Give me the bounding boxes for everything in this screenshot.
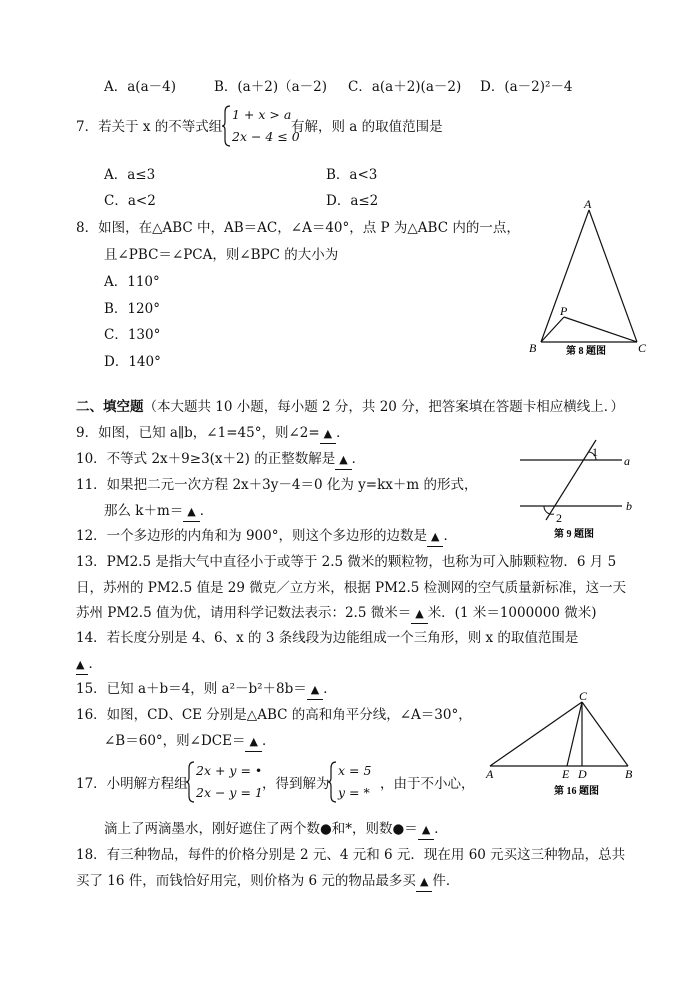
q13-answer-blank[interactable]: [411, 604, 427, 624]
q9-figure: [512, 438, 642, 542]
q18-text: 买了 16 件，而钱恰好用完，则价格为 6 元的物品最多买: [76, 873, 416, 889]
q10-blank-mark: ▲: [339, 453, 348, 466]
q16-caption: 第 16 题图: [554, 786, 599, 797]
q17-stem-mid: ，得到解为: [262, 776, 330, 792]
q6-option-b: B．(a＋2)（a－2): [214, 79, 327, 95]
q12-line: [76, 527, 457, 547]
q7-stem-end: 有解，则 a 的取值范围是: [291, 119, 443, 135]
q8-caption: 第 8 题图: [566, 346, 606, 357]
q13-end: 米．(1 米＝1000000 微米): [427, 605, 597, 621]
q18-end: 件．: [432, 873, 460, 889]
q8-line2: 且∠PBC＝∠PCA，则∠BPC 的大小为: [104, 247, 339, 263]
q10-end: ．: [351, 451, 366, 467]
q16-label-e: E: [562, 767, 570, 781]
q9-line: [76, 424, 350, 444]
q16-line1: 16．如图，CD、CE 分别是△ABC 的高和角平分线，∠A＝30°，: [76, 707, 472, 723]
q17-equation-2: 2x − y = 1: [196, 785, 263, 800]
q16-label-c: C: [579, 689, 588, 703]
q16-label-d: D: [578, 767, 587, 781]
q16-text: ∠B＝60°，则∠DCE＝: [104, 733, 246, 749]
q13-line2: 日，苏州的 PM2.5 值是 29 微克／立方米，根据 PM2.5 检测网的空气质量新标准，这一天: [76, 580, 627, 596]
q18-answer-blank[interactable]: [416, 872, 432, 892]
q16-blank-mark: ▲: [249, 735, 258, 748]
q9-label-1: 1: [592, 445, 598, 459]
q17-blank-mark: ▲: [421, 823, 431, 836]
q9-end: ．: [336, 425, 350, 441]
q16-answer-blank[interactable]: [245, 732, 261, 752]
q6-option-a: A．a(a－4): [104, 79, 176, 95]
q16-line2: [104, 732, 275, 752]
q17-text: 滴上了两滴墨水，刚好遮住了两个数●和*，则数●＝: [104, 821, 418, 837]
q6-option-c: C．a(a＋2)(a－2): [348, 79, 462, 95]
q13-text: 苏州 PM2.5 值为优，请用科学记数法表示：2.5 微米＝: [76, 605, 412, 621]
q14-answer-blank[interactable]: [76, 655, 88, 675]
q10-line: [76, 450, 365, 470]
q15-text: 15．已知 a＋b＝4，则 a²－b²＋8b＝: [76, 681, 307, 697]
q8-label-a: A: [584, 197, 592, 211]
q7-inequality-1: 1 + x > a: [232, 107, 292, 122]
q11-answer-blank[interactable]: [183, 502, 199, 522]
q18-line2: [76, 872, 459, 892]
q7-stem: 7．若关于 x 的不等式组: [76, 119, 223, 135]
q7-option-d: D．a≤2: [326, 193, 379, 209]
q17-brace-2: [328, 760, 338, 804]
q15-line: [76, 680, 337, 700]
q17-solution-2: y = *: [338, 785, 370, 800]
q10-answer-blank[interactable]: [335, 450, 351, 470]
q15-end: ．: [323, 681, 337, 697]
q14-line1: 14．若长度分别是 4、6、x 的 3 条线段为边能组成一个三角形，则 x 的取值范围是: [76, 630, 579, 646]
q9-label-a: a: [624, 454, 630, 468]
q7-brace: [222, 104, 232, 148]
q14-blank-mark: ▲: [76, 658, 85, 671]
q9-label-b: b: [626, 499, 632, 513]
q8-figure: [520, 196, 660, 366]
q11-end: ．: [199, 503, 214, 519]
q15-answer-blank[interactable]: [307, 680, 323, 700]
q17-line2: [104, 820, 448, 840]
q17-brace-1: [186, 760, 196, 804]
q17-stem: 17．小明解方程组: [76, 776, 188, 792]
q9-caption: 第 9 题图: [554, 529, 594, 540]
q12-blank-mark: ▲: [431, 530, 440, 543]
q7-option-c: C．a<2: [104, 193, 156, 209]
q14-end: ．: [88, 656, 102, 672]
q18-blank-mark: ▲: [419, 875, 429, 888]
q9-answer-blank[interactable]: [320, 424, 336, 444]
q9-text: 9．如图，已知 a∥b，∠1=45°，则∠2=: [76, 425, 320, 441]
q8-option-b: B．120°: [104, 301, 160, 317]
q16-label-b: B: [625, 767, 633, 781]
q10-text: 10．不等式 2x＋9≥3(x＋2) 的正整数解是: [76, 451, 336, 467]
q17-equation-1: 2x + y = •: [196, 763, 263, 778]
q14-line2: [76, 655, 102, 675]
section2-note: （本大题共 10 小题，每小题 2 分，共 20 分，把答案填在答题卡相应横线上．）: [143, 399, 624, 415]
q8-label-p: P: [560, 304, 568, 318]
q11-text: 那么 k＋m＝: [104, 503, 184, 519]
q8-label-b: B: [529, 341, 537, 355]
q7-option-a: A．a≤3: [104, 167, 156, 183]
section2-heading: [76, 398, 624, 416]
q11-blank-mark: ▲: [187, 505, 196, 518]
q17-stem-end: ，由于不小心，: [380, 776, 475, 792]
q8-option-c: C．130°: [104, 327, 161, 343]
q17-answer-blank[interactable]: [418, 820, 434, 840]
q11-line2: [104, 502, 213, 522]
q8-line1: 8．如图，在△ABC 中，AB＝AC，∠A＝40°，点 P 为△ABC 内的一点，: [76, 220, 520, 236]
q7-inequality-2: 2x − 4 ≤ 0: [232, 129, 300, 144]
q8-option-d: D．140°: [104, 354, 161, 370]
q16-end: ．: [261, 733, 276, 749]
q12-answer-blank[interactable]: [427, 527, 443, 547]
q17-end: ．: [434, 821, 448, 837]
q9-label-2: 2: [556, 511, 562, 525]
q13-blank-mark: ▲: [415, 607, 424, 620]
section2-title: 二、填空题: [76, 399, 144, 415]
q13-line3: [76, 604, 597, 624]
q15-blank-mark: ▲: [310, 683, 320, 696]
q17-solution-1: x = 5: [338, 763, 372, 778]
q12-end: ．: [443, 528, 457, 544]
q16-label-a: A: [486, 767, 494, 781]
q7-option-b: B．a<3: [326, 167, 378, 183]
q13-line1: 13．PM2.5 是指大气中直径小于或等于 2.5 微米的颗粒物，也称为可入肺颗粒物．6 月 5: [76, 554, 617, 570]
q8-label-c: C: [638, 341, 647, 355]
q12-text: 12．一个多边形的内角和为 900°，则这个多边形的边数是: [76, 528, 427, 544]
q11-line1: 11．如果把二元一次方程 2x＋3y－4＝0 化为 y=kx＋m 的形式，: [76, 477, 478, 493]
q18-line1: 18．有三种物品，每件的价格分别是 2 元、4 元和 6 元．现在用 60 元买这三种物品，总共: [76, 847, 626, 863]
q16-figure: [480, 688, 640, 800]
q6-option-d: D．(a－2)²－4: [480, 79, 573, 95]
q9-blank-mark: ▲: [323, 427, 333, 440]
q8-option-a: A．110°: [104, 274, 160, 290]
